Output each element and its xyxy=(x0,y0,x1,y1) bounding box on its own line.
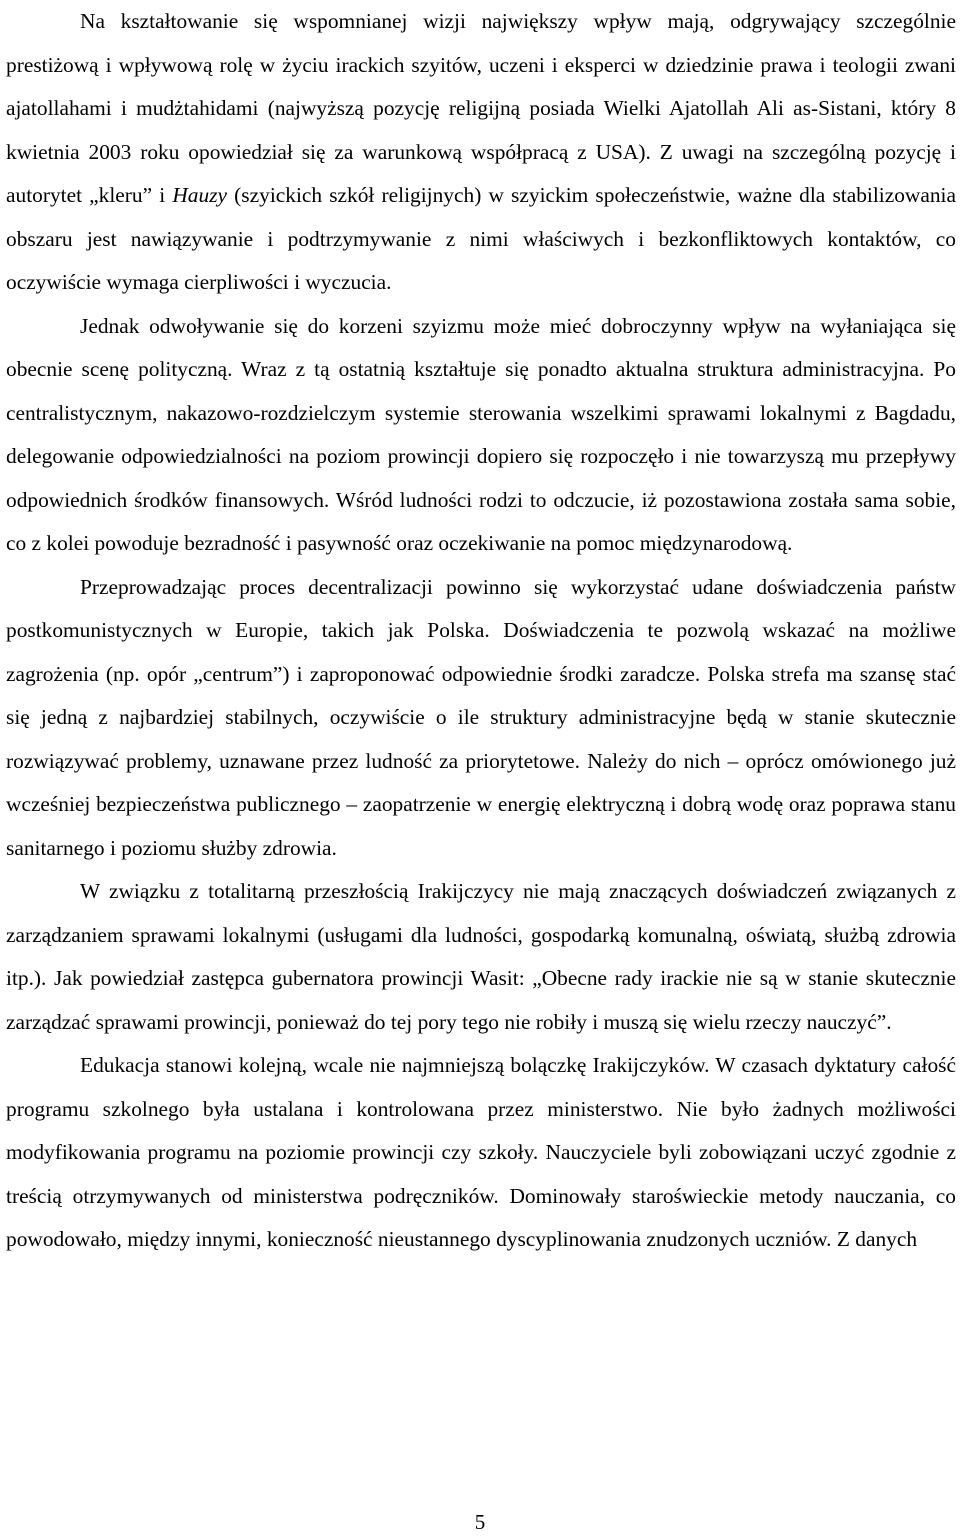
text-run: Jednak odwoływanie się do korzeni szyizmu może mieć dobroczynny wpływ na wyłaniająca się obecnie scenę polityczną. Wraz z tą ostatnią kształtuje się ponadto aktualna struktura administracyjna. Po centralistycznym, nakazowo-rozdzielczym systemie sterowania wszelkimi sprawami lokalnymi z Bagdadu, delegowanie odpowiedzialności na poziom prowincji dopiero się rozpoczęło i nie towarzyszą mu przepływy odpowiednich środków finansowych. Wśród ludności rodzi to odczucie, iż pozostawiona została sama sobie, co z kolei powoduje bezradność i pasywność oraz oczekiwanie na pomoc międzynarodową. xyxy=(6,313,956,555)
text-run: Na kształtowanie się wspomnianej wizji największy wpływ mają, odgrywający szczególnie prestiżową i wpływową rolę w życiu irackich szyitów, uczeni i eksperci w dziedzinie prawa i teologii zwani ajatollahami i mudżtahidami (najwyższą pozycję religijną posiada Wielki Ajatollah Ali as-Sistani, który 8 kwietnia 2003 roku opowiedział się za warunkową współpracą z USA). Z uwagi na szczególną pozycję i autorytet „kleru” i xyxy=(6,9,956,207)
paragraph-5 xyxy=(6,1044,956,1262)
text-run: W związku z totalitarną przeszłością Irakijczycy nie mają znaczących doświadczeń związanych z zarządzaniem sprawami lokalnymi (usługami dla ludności, gospodarką komunalną, oświatą, służbą zdrowia itp.). Jak powiedział zastępca gubernatora prowincji Wasit: „Obecne rady irackie nie są w stanie skutecznie zarządzać sprawami prowincji, ponieważ do tej pory tego nie robiły i muszą się wielu rzeczy nauczyć”. xyxy=(6,879,956,1034)
paragraph-2 xyxy=(6,305,956,566)
italic-term-hauzy: Hauzy xyxy=(172,183,228,207)
text-run: (szyickich szkół religijnych) w szyickim społeczeństwie, ważne dla stabilizowania obszaru jest nawiązywanie i podtrzymywanie z nimi właściwych i bezkonfliktowych kontaktów, co oczywiście wymaga cierpliwości i wyczucia. xyxy=(6,183,956,294)
paragraph-4 xyxy=(6,870,956,1044)
paragraph-3 xyxy=(6,566,956,871)
text-run: Przeprowadzając proces decentralizacji powinno się wykorzystać udane doświadczenia państw postkomunistycznych w Europie, takich jak Polska. Doświadczenia te pozwolą wskazać na możliwe zagrożenia (np. opór „centrum”) i zaproponować odpowiednie środki zaradcze. Polska strefa ma szansę stać się jedną z najbardziej stabilnych, oczywiście o ile struktury administracyjne będą w stanie skutecznie rozwiązywać problemy, uznawane przez ludność za priorytetowe. Należy do nich – oprócz omówionego już wcześniej bezpieczeństwa publicznego – zaopatrzenie w energię elektryczną i dobrą wodę oraz poprawa stanu sanitarnego i poziomu służby zdrowia. xyxy=(6,574,956,860)
text-run: Edukacja stanowi kolejną, wcale nie najmniejszą bolączkę Irakijczyków. W czasach dyktatury całość programu szkolnego była ustalana i kontrolowana przez ministerstwo. Nie było żadnych możliwości modyfikowania programu na poziomie prowincji czy szkoły. Nauczyciele byli zobowiązani uczyć zgodnie z treścią otrzymywanych od ministerstwa podręczników. Dominowały staroświeckie metody nauczania, co powodowało, między innymi, konieczność nieustannego dyscyplinowania znudzonych uczniów. Z danych xyxy=(6,1053,956,1251)
body-text xyxy=(6,0,956,1262)
paragraph-1 xyxy=(6,0,956,305)
page-number: 5 xyxy=(474,1510,486,1534)
